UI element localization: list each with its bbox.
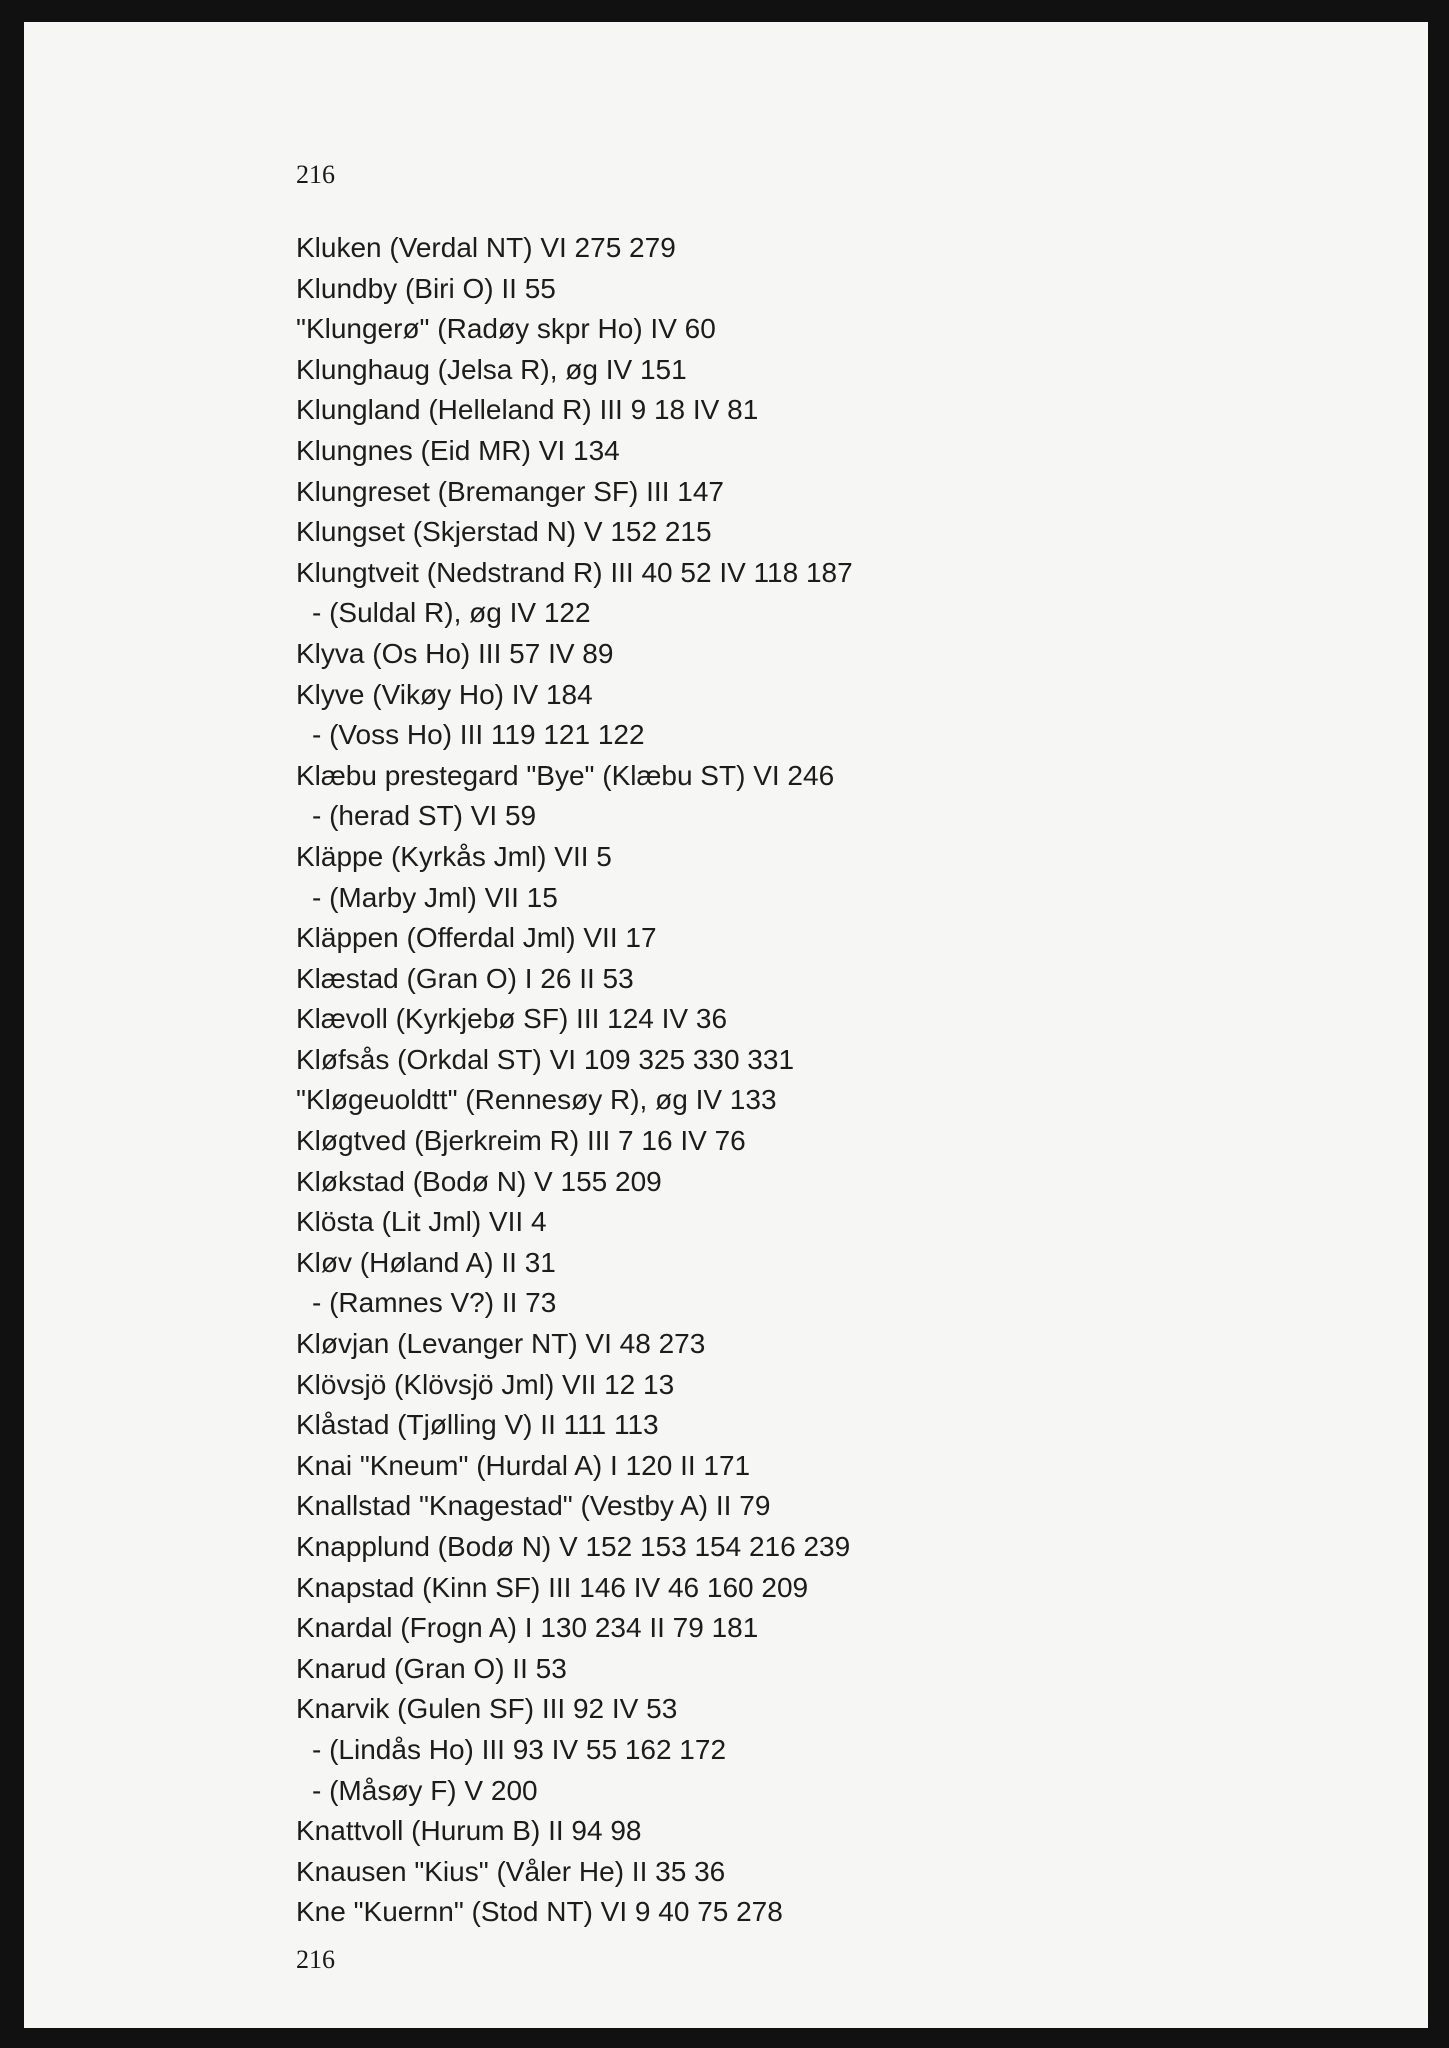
index-entry: Knapplund (Bodø N) V 152 153 154 216 239 xyxy=(296,1531,851,1562)
page-number-top: 216 xyxy=(296,160,335,189)
index-subentry: - (Marby Jml) VII 15 xyxy=(312,881,558,913)
index-list xyxy=(296,228,853,1933)
index-entry: Knallstad "Knagestad" (Vestby A) II 79 xyxy=(296,1490,771,1522)
index-entry: "Kløgeuoldtt" (Rennesøy R), øg IV 133 xyxy=(296,1084,777,1116)
index-entry: Kläppe (Kyrkås Jml) VII 5 xyxy=(296,840,612,872)
index-entry: Knapstad (Kinn SF) III 146 IV 46 160 209 xyxy=(296,1571,809,1603)
index-subentry: - (Ramnes V?) II 73 xyxy=(312,1287,557,1319)
index-entry: Knausen "Kius" (Våler He) II 35 36 xyxy=(296,1855,726,1887)
index-subentry: - (Lindås Ho) III 93 IV 55 162 172 xyxy=(312,1733,727,1765)
page-number-bottom: 216 xyxy=(296,1945,335,1974)
index-entry: "Klungerø" (Radøy skpr Ho) IV 60 xyxy=(296,313,716,345)
index-entry: Klövsjö (Klövsjö Jml) VII 12 13 xyxy=(296,1368,675,1400)
index-entry: Klungnes (Eid MR) VI 134 xyxy=(296,434,620,466)
index-entry: Klyve (Vikøy Ho) IV 184 xyxy=(296,678,593,710)
index-entry: Klyva (Os Ho) III 57 IV 89 xyxy=(296,637,614,669)
index-entry: Klæbu prestegard "Bye" (Klæbu ST) VI 246 xyxy=(296,759,835,791)
document-page xyxy=(24,22,1428,2028)
index-entry: Knarud (Gran O) II 53 xyxy=(296,1652,567,1684)
index-subentry: - (Voss Ho) III 119 121 122 xyxy=(312,719,645,751)
index-entry: Klungtveit (Nedstrand R) III 40 52 IV 118 187 xyxy=(296,556,853,588)
index-entry: Kne "Kuernn" (Stod NT) VI 9 40 75 278 xyxy=(296,1896,783,1928)
index-entry: Kluken (Verdal NT) VI 275 279 xyxy=(296,232,676,263)
index-entry: Kløv (Høland A) II 31 xyxy=(296,1246,556,1278)
index-entry: Kløfsås (Orkdal ST) VI 109 325 330 331 xyxy=(296,1043,795,1075)
index-entry: Kløvjan (Levanger NT) VI 48 273 xyxy=(296,1328,706,1360)
index-subentry: - (herad ST) VI 59 xyxy=(312,800,537,832)
index-subentry: - (Måsøy F) V 200 xyxy=(312,1774,538,1806)
index-entry: Klösta (Lit Jml) VII 4 xyxy=(296,1206,547,1238)
index-entry: Klunghaug (Jelsa R), øg IV 151 xyxy=(296,353,687,385)
index-entry: Klundby (Biri O) II 55 xyxy=(296,272,556,304)
index-entry: Kläppen (Offerdal Jml) VII 17 xyxy=(296,922,657,954)
index-entry: Knattvoll (Hurum B) II 94 98 xyxy=(296,1815,642,1847)
index-entry: Knarvik (Gulen SF) III 92 IV 53 xyxy=(296,1693,678,1725)
index-entry: Klungreset (Bremanger SF) III 147 xyxy=(296,475,724,507)
index-entry: Kløkstad (Bodø N) V 155 209 xyxy=(296,1165,662,1197)
index-entry: Klæstad (Gran O) I 26 II 53 xyxy=(296,962,634,994)
index-subentry: - (Suldal R), øg IV 122 xyxy=(312,597,591,629)
index-entry: Klungland (Helleland R) III 9 18 IV 81 xyxy=(296,394,759,426)
index-entry: Knardal (Frogn A) I 130 234 II 79 181 xyxy=(296,1612,759,1644)
index-entry: Klungset (Skjerstad N) V 152 215 xyxy=(296,516,712,548)
index-entry: Klåstad (Tjølling V) II 111 113 xyxy=(296,1409,659,1441)
index-entry: Knai "Kneum" (Hurdal A) I 120 II 171 xyxy=(296,1449,751,1481)
index-entry: Klævoll (Kyrkjebø SF) III 124 IV 36 xyxy=(296,1003,728,1035)
index-entry: Kløgtved (Bjerkreim R) III 7 16 IV 76 xyxy=(296,1125,746,1157)
